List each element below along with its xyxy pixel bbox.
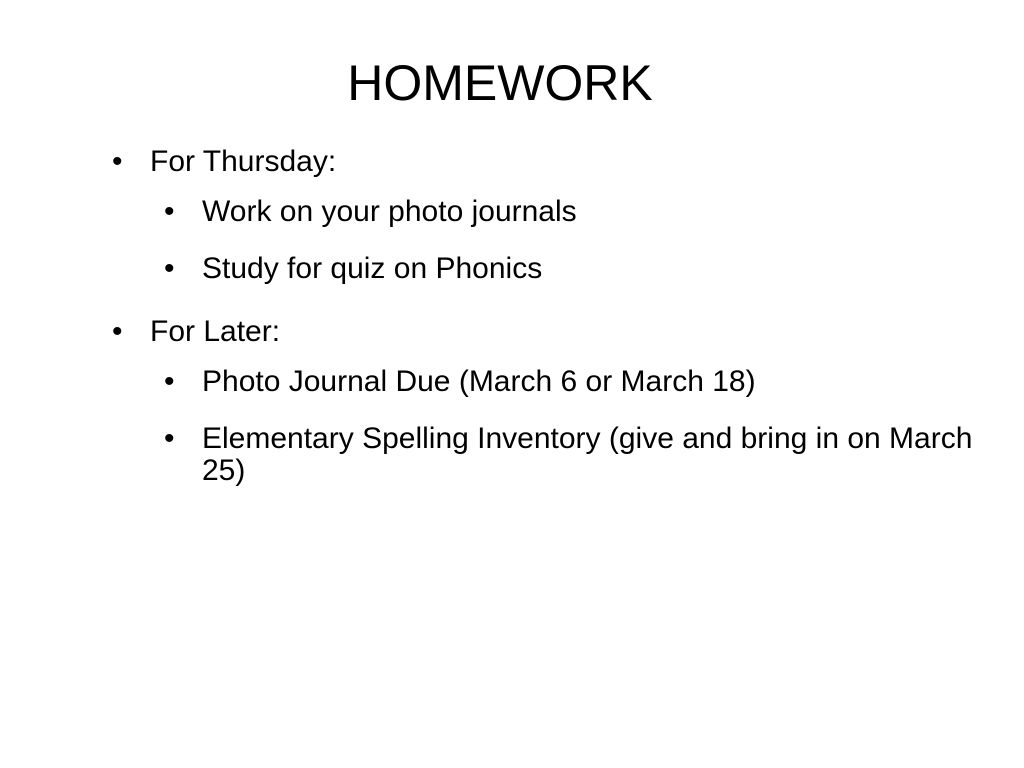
bullet-icon: •: [112, 315, 123, 348]
sub-bullet-list: [164, 366, 992, 487]
bullet-icon: •: [164, 195, 175, 228]
sub-list-item: [164, 253, 992, 285]
sub-list-item: [164, 423, 992, 487]
bullet-icon: •: [164, 422, 175, 455]
list-item-for-later: [112, 310, 992, 487]
slide-title: HOMEWORK: [347, 55, 653, 111]
bullet-list: [112, 140, 992, 512]
bullet-icon: •: [164, 365, 175, 398]
sub-bullet-list: [164, 196, 992, 285]
list-item-label: For Thursday:: [150, 145, 337, 178]
list-item-for-thursday: [112, 140, 992, 285]
sub-list-item-text: Elementary Spelling Inventory (give and bring in on March 25): [202, 422, 973, 487]
sub-list-item-text: Photo Journal Due (March 6 or March 18): [202, 365, 756, 398]
bullet-icon: •: [112, 145, 123, 178]
list-item-label: For Later:: [150, 315, 281, 348]
sub-list-item: [164, 196, 992, 228]
sub-list-item-text: Study for quiz on Phonics: [202, 252, 543, 285]
sub-list-item-text: Work on your photo journals: [202, 195, 577, 228]
bullet-icon: •: [164, 252, 175, 285]
sub-list-item: [164, 366, 992, 398]
